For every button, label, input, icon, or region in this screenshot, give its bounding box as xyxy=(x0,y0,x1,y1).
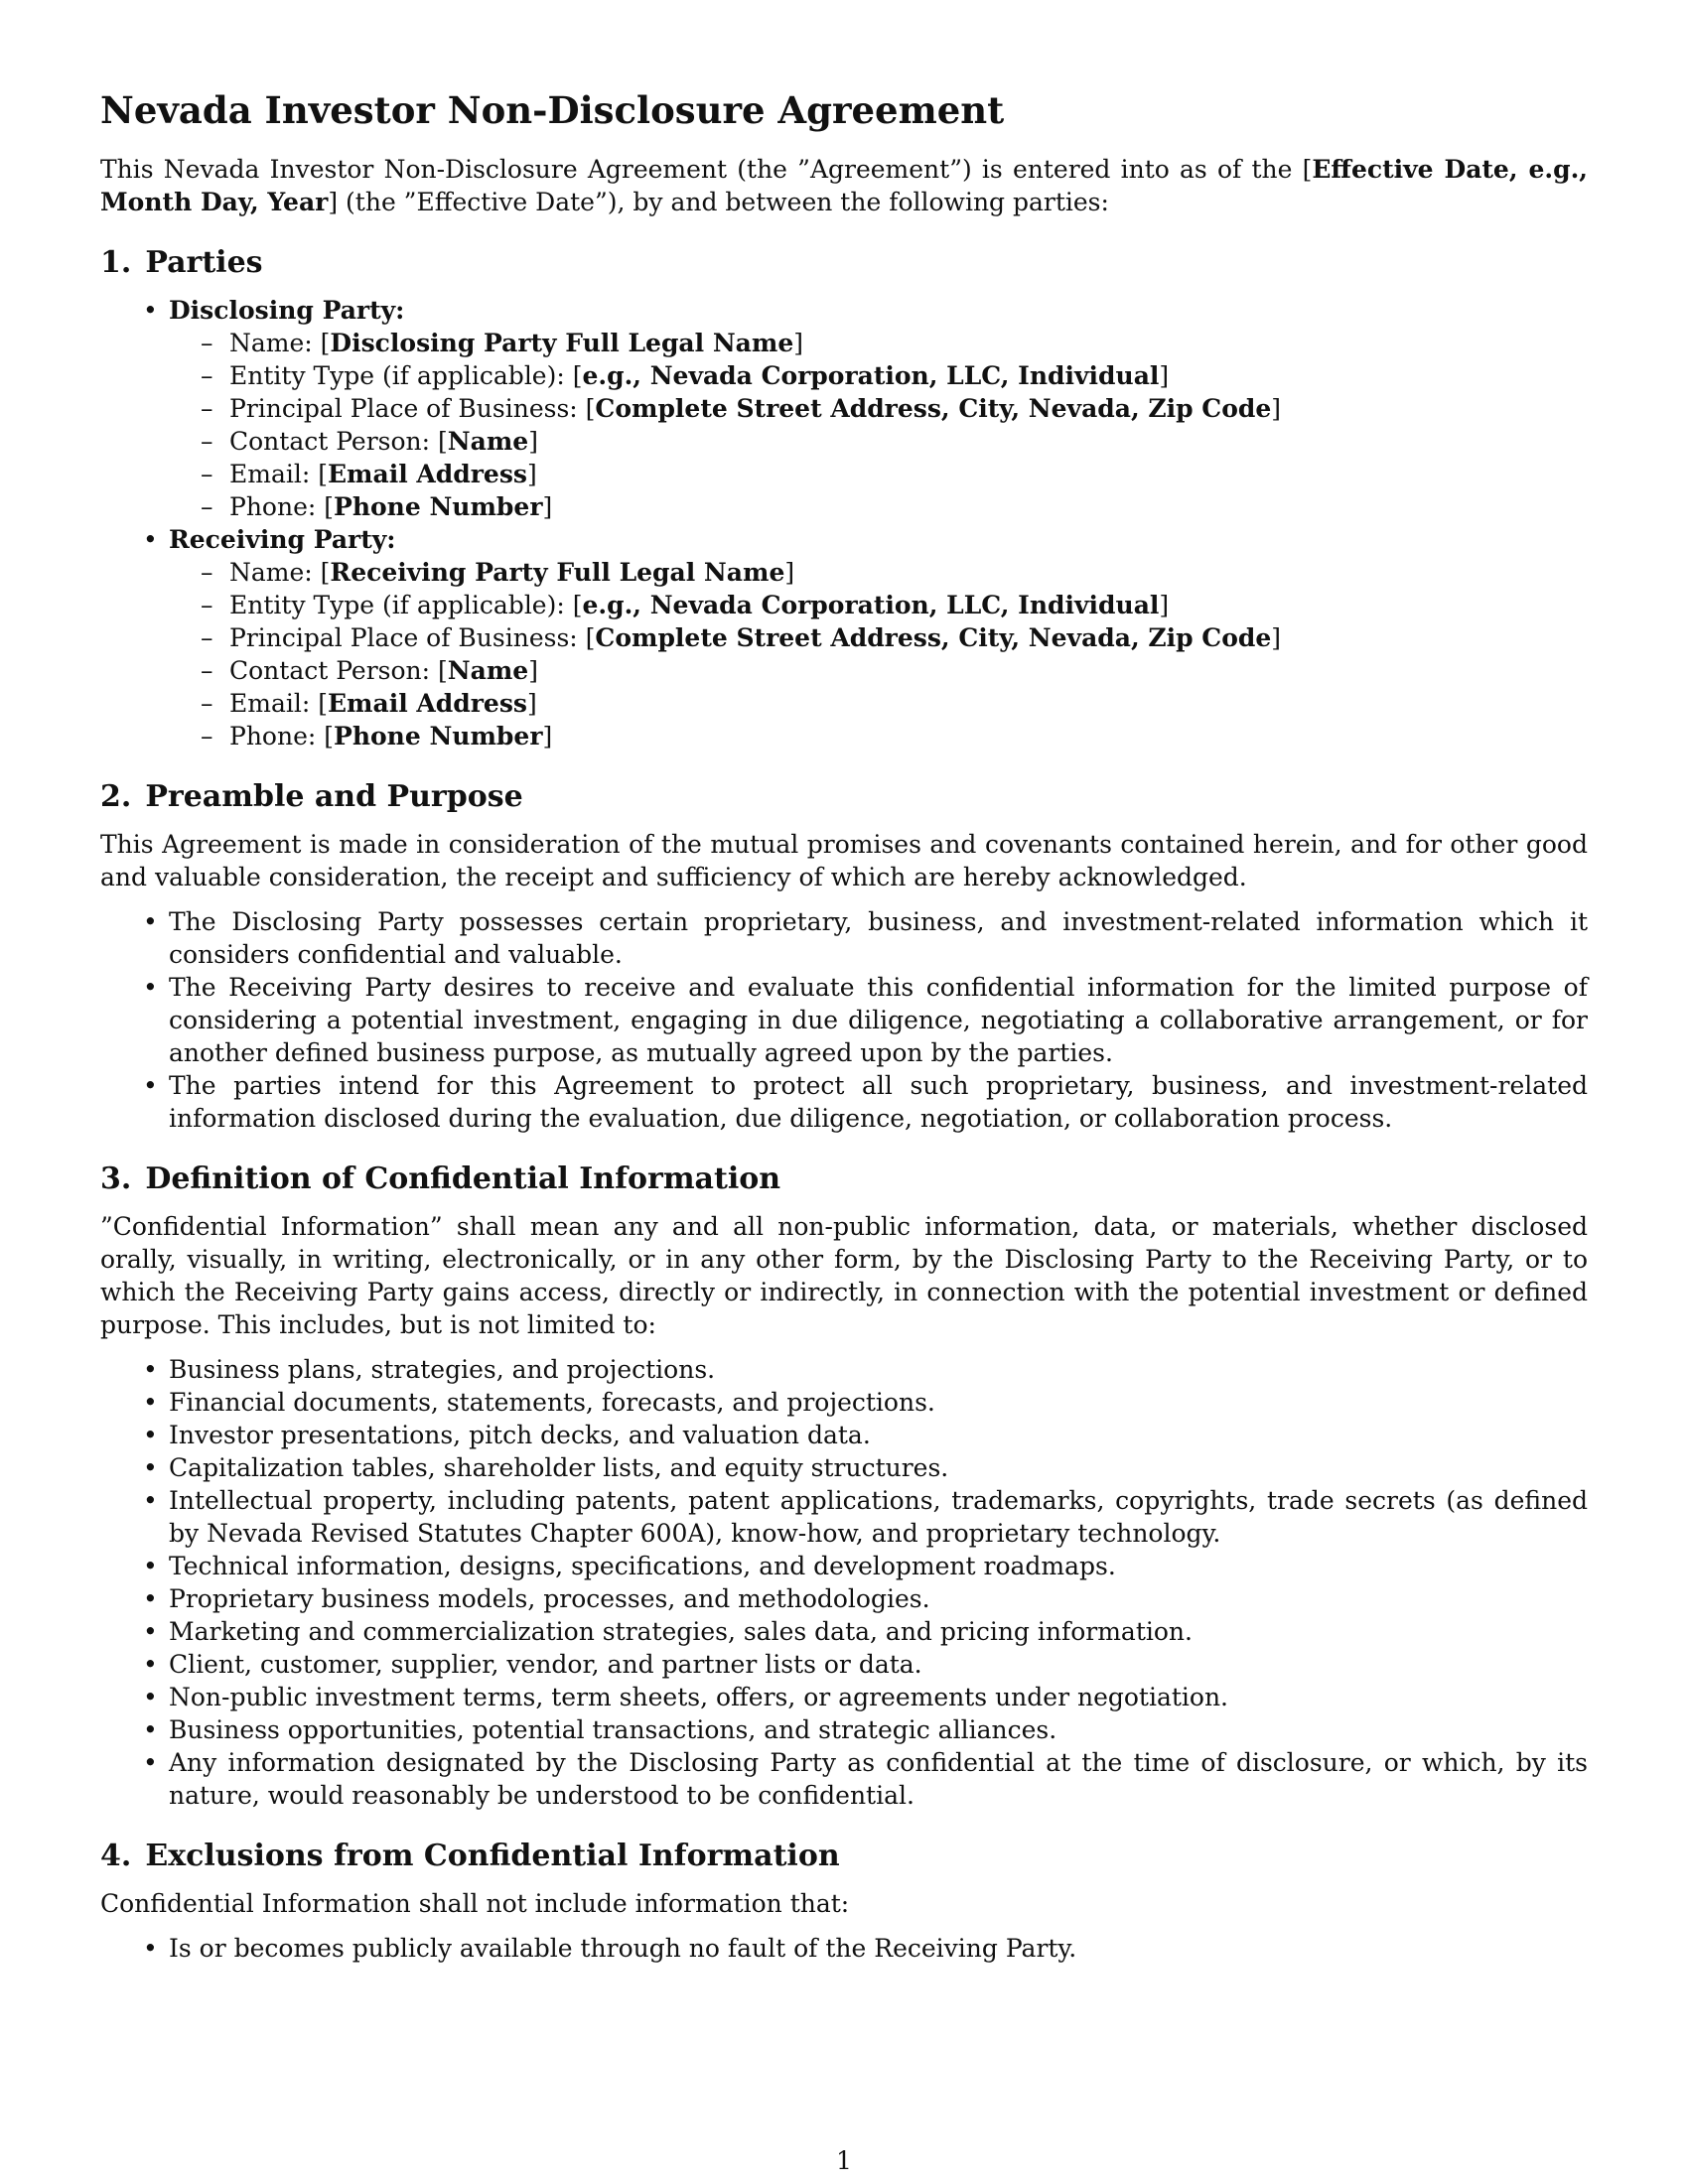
definition-paragraph: ”Confidential Information” shall mean any and all non-public information, data, or materials, whether disclosed orally, visually, in writing, electronically, or in any other form, by the Disclosing Party to the Receiving Party, or to which the Receiving Party gains access, directly or indirectly, in connection with the potential investment or defined purpose. This includes, but is not limited to: xyxy=(100,1212,1588,1339)
list-item: • Non-public investment terms, term sheets, offers, or agreements under negotiation. xyxy=(169,1681,1588,1713)
section-heading-preamble: 2. Preamble and Purpose xyxy=(100,779,523,814)
receiving-party-fields xyxy=(169,556,1588,752)
list-item: – Principal Place of Business: [Complete Street Address, City, Nevada, Zip Code] xyxy=(229,621,1588,654)
document-page xyxy=(100,87,1588,1977)
preamble-list xyxy=(100,905,1588,1135)
list-item: – Entity Type (if applicable): [e.g., Nevada Corporation, LLC, Individual] xyxy=(229,359,1588,392)
list-item: • Is or becomes publicly available through no fault of the Receiving Party. xyxy=(169,1932,1588,1965)
preamble-paragraph: This Agreement is made in consideration of the mutual promises and covenants contained herein, and for other good and valuable consideration, the receipt and sufficiency of which are hereby acknowledged. xyxy=(100,830,1588,891)
list-item: – Phone: [Phone Number] xyxy=(229,720,1588,752)
list-item: • Marketing and commercialization strategies, sales data, and pricing information. xyxy=(169,1615,1588,1648)
definition-list xyxy=(100,1353,1588,1812)
list-item: – Email: [Email Address] xyxy=(229,458,1588,490)
parties-list xyxy=(100,294,1588,752)
exclusions-list xyxy=(100,1932,1588,1965)
section-heading-definition: 3. Definition of Confidential Information xyxy=(100,1161,781,1196)
intro-paragraph: This Nevada Investor Non-Disclosure Agreement (the ”Agreement”) is entered into as of the [Effective Date, e.g., Month Day, Year] (the ”Effective Date”), by and between the following parties: xyxy=(100,155,1588,216)
list-item: – Contact Person: [Name] xyxy=(229,654,1588,687)
list-item: • The parties intend for this Agreement to protect all such proprietary, business, and investment-related information disclosed during the evaluation, due diligence, negotiation, or collaboration process. xyxy=(169,1069,1588,1135)
list-item: • Capitalization tables, shareholder lists, and equity structures. xyxy=(169,1451,1588,1484)
exclusions-paragraph: Confidential Information shall not include information that: xyxy=(100,1889,850,1918)
list-item: • Investor presentations, pitch decks, and valuation data. xyxy=(169,1419,1588,1451)
list-item: • Technical information, designs, specifications, and development roadmaps. xyxy=(169,1550,1588,1582)
list-item: • The Disclosing Party possesses certain proprietary, business, and investment-related information which it considers confidential and valuable. xyxy=(169,905,1588,971)
effective-date-placeholder: Effective Date, e.g., Month Day, Year xyxy=(100,155,1588,216)
list-item: – Phone: [Phone Number] xyxy=(229,490,1588,523)
list-item: • Business plans, strategies, and projections. xyxy=(169,1353,1588,1386)
list-item: – Principal Place of Business: [Complete Street Address, City, Nevada, Zip Code] xyxy=(229,392,1588,425)
list-item: • Any information designated by the Disclosing Party as confidential at the time of disclosure, or which, by its nature, would reasonably be understood to be confidential. xyxy=(169,1746,1588,1812)
list-item: – Name: [Receiving Party Full Legal Name] xyxy=(229,556,1588,589)
list-item: – Contact Person: [Name] xyxy=(229,425,1588,458)
list-item: – Email: [Email Address] xyxy=(229,687,1588,720)
list-item: – Name: [Disclosing Party Full Legal Name] xyxy=(229,327,1588,359)
page-number: 1 xyxy=(836,2146,852,2175)
disclosing-party-fields xyxy=(169,327,1588,523)
list-item: – Entity Type (if applicable): [e.g., Nevada Corporation, LLC, Individual] xyxy=(229,589,1588,621)
list-item-disclosing-party: • Disclosing Party: – Name: [Disclosing Party Full Legal Name] – Entity Type (if applicable): [e.g., Nevada Corporation, LLC, Individual] – Principal Place of Business: [Complete Street Address, City, Nevada, Zip Code] – Contact Person: [Name] – Email: [Email Address] – Phone: [Phone Number] xyxy=(169,294,1588,523)
document-title: Nevada Investor Non-Disclosure Agreement xyxy=(100,88,1005,132)
section-heading-parties: 1. Parties xyxy=(100,245,263,280)
list-item: • Business opportunities, potential transactions, and strategic alliances. xyxy=(169,1713,1588,1746)
list-item: • Client, customer, supplier, vendor, and partner lists or data. xyxy=(169,1648,1588,1681)
list-item: • Proprietary business models, processes, and methodologies. xyxy=(169,1582,1588,1615)
list-item: • Intellectual property, including patents, patent applications, trademarks, copyrights, trade secrets (as defined by Nevada Revised Statutes Chapter 600A), know-how, and proprietary technology. xyxy=(169,1484,1588,1550)
list-item: • The Receiving Party desires to receive and evaluate this confidential information for the limited purpose of considering a potential investment, engaging in due diligence, negotiating a collaborative arrangement, or for another defined business purpose, as mutually agreed upon by the parties. xyxy=(169,971,1588,1069)
section-heading-exclusions: 4. Exclusions from Confidential Information xyxy=(100,1839,840,1873)
list-item: • Financial documents, statements, forecasts, and projections. xyxy=(169,1386,1588,1419)
list-item-receiving-party: • Receiving Party: – Name: [Receiving Party Full Legal Name] – Entity Type (if applicable): [e.g., Nevada Corporation, LLC, Individual] – Principal Place of Business: [Complete Street Address, City, Nevada, Zip Code] – Contact Person: [Name] – Email: [Email Address] – Phone: [Phone Number] xyxy=(169,523,1588,752)
